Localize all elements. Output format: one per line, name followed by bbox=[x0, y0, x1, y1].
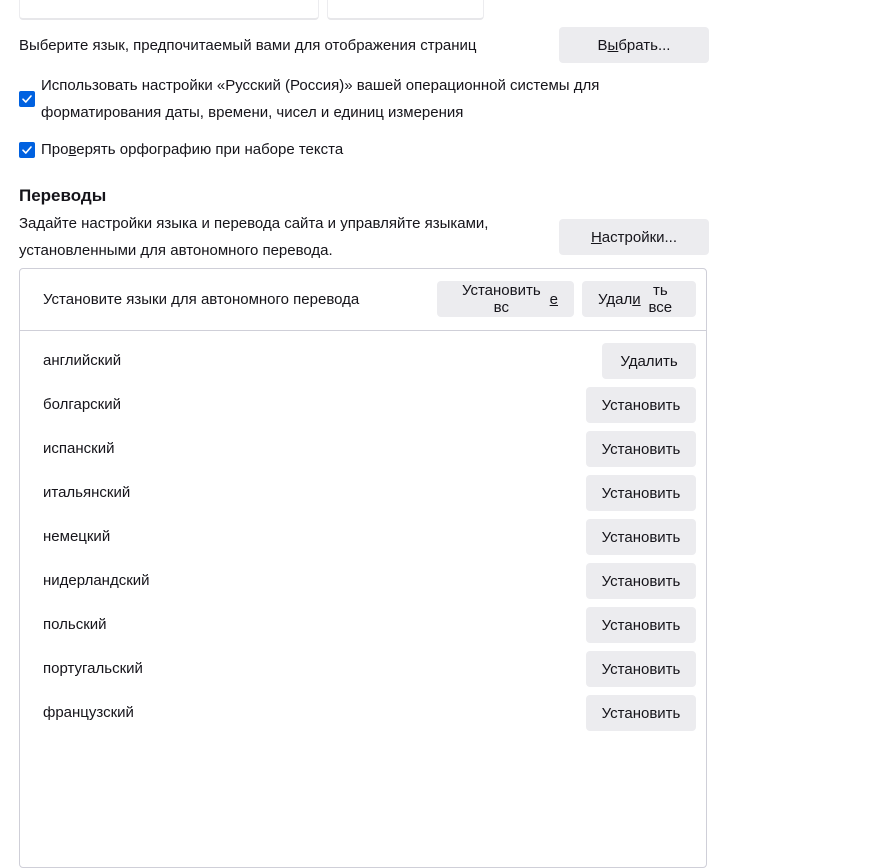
install-all-button[interactable] bbox=[437, 281, 574, 317]
choose-language-button[interactable] bbox=[559, 27, 709, 63]
translations-description-line2: установленными для автономного перевода. bbox=[19, 242, 333, 259]
offline-languages-panel bbox=[19, 268, 707, 868]
language-name: испанский bbox=[43, 440, 115, 457]
choose-label-start: В bbox=[597, 36, 608, 54]
spellcheck-label-end: ерять орфографию при наборе текста bbox=[76, 141, 344, 158]
remove-all-label-start: Удал bbox=[598, 290, 633, 308]
language-prompt: Выберите язык, предпочитаемый вами для отображения страниц bbox=[19, 37, 477, 54]
language-row bbox=[20, 647, 706, 691]
install-language-button[interactable]: Установить bbox=[586, 651, 696, 687]
offline-languages-title: Установите языки для автономного перевода bbox=[43, 291, 360, 308]
language-name: английский bbox=[43, 352, 122, 369]
language-name: французский bbox=[43, 704, 134, 721]
install-all-label-start: Установить вс bbox=[461, 282, 541, 316]
language-name: немецкий bbox=[43, 528, 111, 545]
checkmark-icon bbox=[21, 93, 33, 105]
language-name: польский bbox=[43, 616, 107, 633]
truncated-button[interactable] bbox=[327, 0, 484, 20]
translations-heading: Переводы bbox=[19, 186, 107, 205]
install-language-button[interactable]: Установить bbox=[586, 695, 696, 731]
os-settings-label-line2: форматирования даты, времени, чисел и единиц измерения bbox=[41, 104, 464, 121]
install-all-label-accel: е bbox=[549, 290, 558, 308]
os-settings-option[interactable] bbox=[19, 72, 599, 126]
os-settings-label-line1: Использовать настройки «Русский (Россия)» вашей операционной системы для bbox=[41, 77, 600, 94]
remove-all-button[interactable] bbox=[582, 281, 696, 317]
remove-all-label-end: ть все bbox=[648, 282, 673, 316]
install-language-button[interactable]: Установить bbox=[586, 607, 696, 643]
offline-languages-header bbox=[20, 269, 706, 331]
language-name: болгарский bbox=[43, 396, 122, 413]
settings-label-end: астройки... bbox=[601, 228, 678, 246]
remove-all-label-accel: и bbox=[632, 290, 641, 308]
settings-label-accel: Н bbox=[590, 228, 602, 246]
spellcheck-label bbox=[41, 136, 343, 163]
checkmark-icon bbox=[21, 144, 33, 156]
language-row bbox=[20, 427, 706, 471]
install-language-button[interactable]: Установить bbox=[586, 431, 696, 467]
language-name: нидерландский bbox=[43, 572, 150, 589]
spellcheck-option[interactable] bbox=[19, 136, 343, 163]
translations-description-line1: Задайте настройки языка и перевода сайта и управляйте языками, bbox=[19, 215, 489, 232]
spellcheck-checkbox[interactable] bbox=[19, 142, 35, 158]
truncated-dropdown[interactable] bbox=[19, 0, 319, 20]
install-language-button[interactable]: Установить bbox=[586, 387, 696, 423]
spellcheck-label-start: Про bbox=[41, 141, 69, 158]
spellcheck-label-accel: в bbox=[68, 141, 77, 158]
os-settings-checkbox[interactable] bbox=[19, 91, 35, 107]
install-language-button[interactable]: Установить bbox=[586, 563, 696, 599]
language-row bbox=[20, 559, 706, 603]
translation-settings-button[interactable] bbox=[559, 219, 709, 255]
language-row bbox=[20, 691, 706, 735]
install-language-button[interactable]: Установить bbox=[586, 519, 696, 555]
translations-description bbox=[19, 210, 488, 264]
language-row bbox=[20, 603, 706, 647]
language-name: португальский bbox=[43, 660, 143, 677]
language-row bbox=[20, 383, 706, 427]
choose-label-accel: ы bbox=[607, 36, 619, 54]
language-row bbox=[20, 471, 706, 515]
language-row bbox=[20, 515, 706, 559]
install-language-button[interactable]: Установить bbox=[586, 475, 696, 511]
language-name: итальянский bbox=[43, 484, 131, 501]
remove-language-button[interactable]: Удалить bbox=[602, 343, 696, 379]
choose-label-end: брать... bbox=[618, 36, 671, 54]
language-row bbox=[20, 339, 706, 383]
